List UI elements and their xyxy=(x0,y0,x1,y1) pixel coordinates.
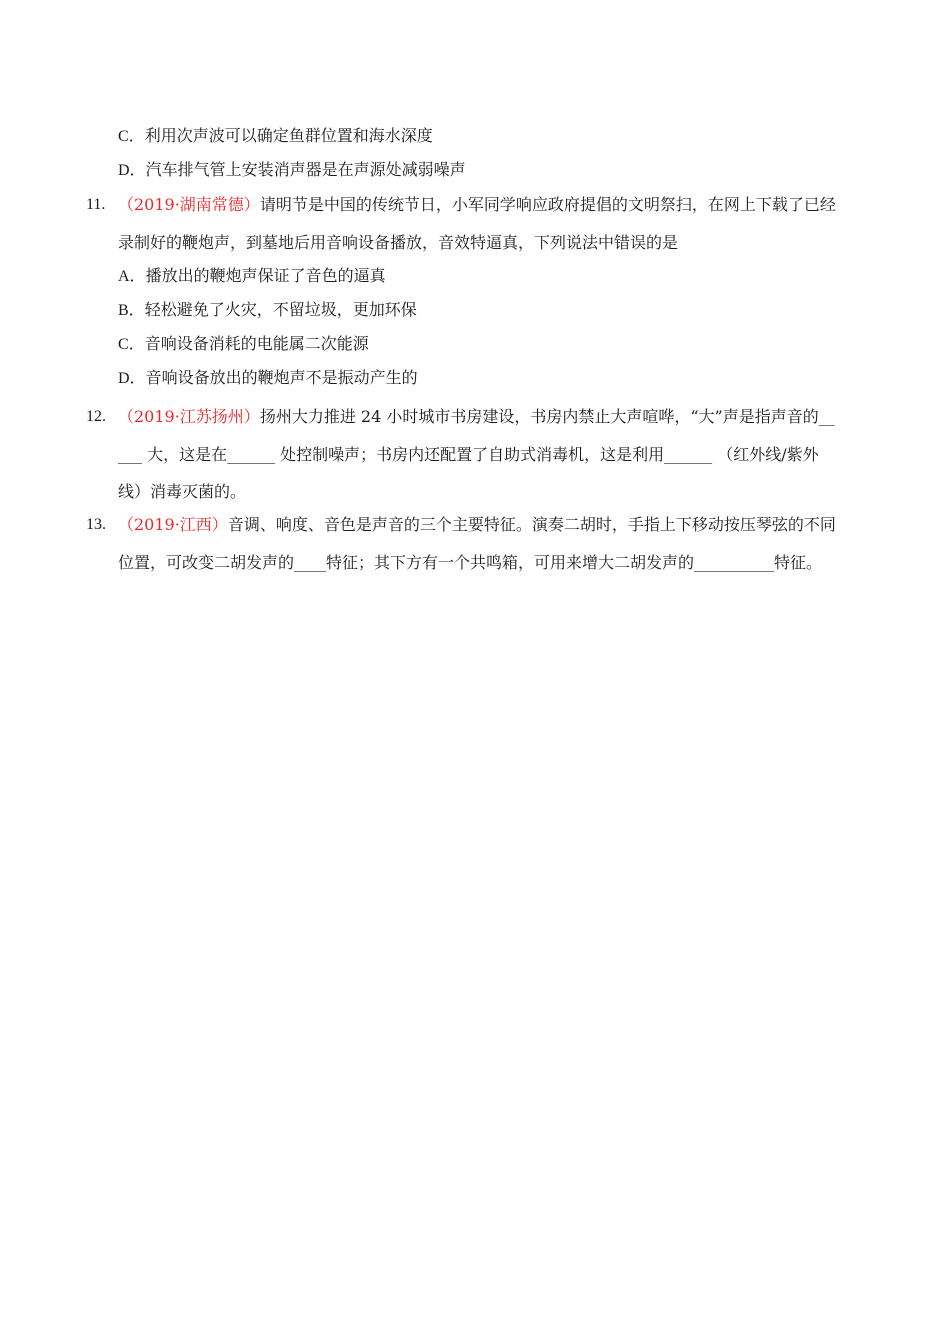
q10-option-d xyxy=(118,160,466,181)
question-text: 扬州大力推进 24 小时城市书房建设，书房内禁止大声喧哗，“大”声是指声音的__ xyxy=(259,407,835,426)
question-text: 音调、响度、音色是声音的三个主要特征。演奏二胡时，手指上下移动按压琴弦的不同 xyxy=(227,515,836,534)
option-text: 播放出的鞭炮声保证了音色的逼真 xyxy=(145,266,386,285)
option-text: 音响设备放出的鞭炮声不是振动产生的 xyxy=(145,368,418,387)
option-text: 音响设备消耗的电能属二次能源 xyxy=(144,334,369,353)
option-text: 利用次声波可以确定鱼群位置和海水深度 xyxy=(144,126,433,145)
q11-option-c xyxy=(118,334,369,355)
question-13-number: 13. xyxy=(86,516,106,533)
option-letter: B． xyxy=(118,302,145,319)
question-13-stem-line2: 位置，可改变二胡发声的____特征；其下方有一个共鸣箱，可用来增大二胡发声的__________特征。 xyxy=(118,553,823,572)
question-source: （2019·湖南常德） xyxy=(118,195,260,214)
question-source: （2019·江苏扬州） xyxy=(118,407,260,426)
option-text: 汽车排气管上安装消声器是在声源处减弱噪声 xyxy=(145,160,466,179)
question-11-stem-line1 xyxy=(118,195,836,215)
q11-option-a xyxy=(118,266,386,287)
option-letter: C． xyxy=(118,128,145,145)
option-text: 轻松避免了火灾，不留垃圾，更加环保 xyxy=(144,300,417,319)
q10-option-c xyxy=(118,126,433,147)
question-11-number: 11. xyxy=(86,196,106,213)
option-letter: C． xyxy=(118,336,145,353)
question-12-stem-line1 xyxy=(118,407,835,427)
question-source: （2019·江西） xyxy=(118,515,228,534)
q11-option-b xyxy=(118,300,417,321)
question-text: 请明节是中国的传统节日，小军同学响应政府提倡的文明祭扫，在网上下载了已经 xyxy=(259,195,836,214)
option-letter: D． xyxy=(118,370,146,387)
question-12-number: 12. xyxy=(86,408,106,425)
question-12-stem-line3: 线）消毒灭菌的。 xyxy=(118,482,247,501)
option-letter: D． xyxy=(118,162,146,179)
q11-option-d xyxy=(118,368,418,389)
question-11-stem-line2: 录制好的鞭炮声，到墓地后用音响设备播放，音效特逼真，下列说法中错误的是 xyxy=(118,233,679,252)
question-13-stem-line1 xyxy=(118,515,836,535)
option-letter: A． xyxy=(118,268,146,285)
question-12-stem-line2: ___ 大，这是在______ 处控制噪声；书房内还配置了自助式消毒机，这是利用______ （红外线/紫外 xyxy=(118,445,819,464)
